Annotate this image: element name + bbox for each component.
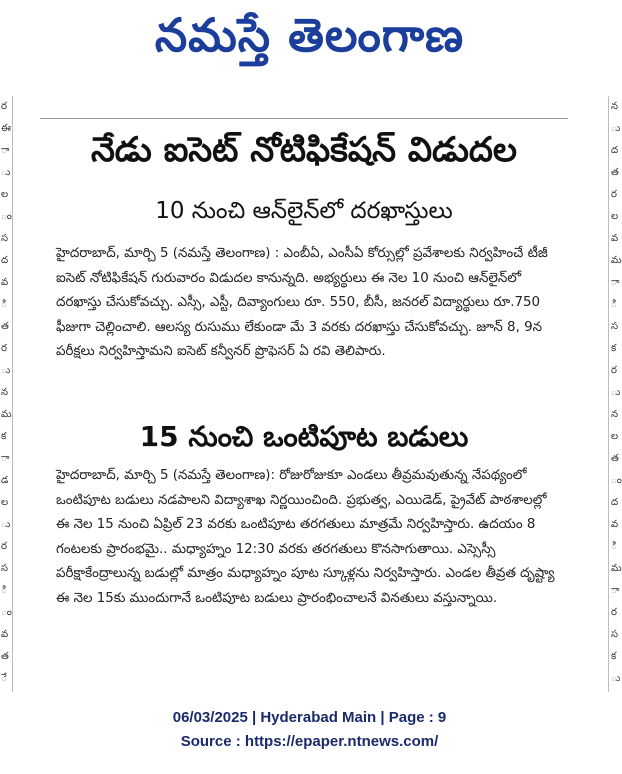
masthead [0,0,619,92]
footer-date-edition: 06/03/2025 | Hyderabad Main | Page : 9 [172,709,447,726]
adjacent-column-left: ర ఈ ా ు ల ం స ద వ ి త ర ు న మ క ా డ ల ు ర స ి ం వ త ే [0,96,13,692]
masthead-logo: నమస్తే తెలంగాణ [154,8,465,62]
second-headline: 15 నుంచి ఒంటిపూట బడులు [139,420,469,453]
news-clipping [0,96,622,692]
headline: నేడు ఐసెట్ నోటిఫికేషన్ విడుదల [90,130,518,170]
article-body: హైదరాబాద్, మార్చి 5 (నమస్తే తెలంగాణ) : ఎంబీఏ, ఎంసీఏ కోర్సుల్లో ప్రవేశాలకు నిర్వహించే టీజీ ఐసెట్ నోటిఫికేషన్ గురువారం విడుదల కానున్నది. అభ్యర్థులు ఈ నెల 10 నుంచి ఆన్‌లైన్‌లో దరఖాస్తు చేసుకోవచ్చు. ఎస్సీ, ఎస్టీ, దివ్యాంగులు రూ. 550, బీసీ, జనరల్ విద్యార్థులు రూ.750 ఫీజుగా చెల్లించాలి. ఆలస్య రుసుము లేకుండా మే 3 వరకు దరఖాస్తు చేసుకోవచ్చు. జూన్ 8, 9న పరీక్షలు నిర్వహిస్తామని ఐసెట్ కన్వీనర్ ప్రొఫెసర్ ఏ రవి తెలిపారు. [56,246,548,360]
top-rule [40,118,568,119]
second-article-body: హైదరాబాద్, మార్చి 5 (నమస్తే తెలంగాణ): రోజురోజుకూ ఎండలు తీవ్రమవుతున్న నేపథ్యంలో ఒంటిపూట బడులు నడపాలని విద్యాశాఖ నిర్ణయించింది. ప్రభుత్వ, ఎయిడెడ్, ప్రైవేట్ పాఠశాలల్లో ఈ నెల 15 నుంచి ఏప్రిల్ 23 వరకు ఒంటిపూట తరగతులు మాత్రమే నిర్వహిస్తారు. ఉదయం 8 గంటలకు ప్రారంభమై.. మధ్యాహ్నం 12:30 వరకు తరగతులు కొనసాగుతాయి. ఎస్సెస్సీ పరీక్షాకేంద్రాలున్న బడుల్లో మాత్రం మధ్యాహ్నం పూట స్కూళ్లను నిర్వహిస్తారు. ఎండల తీవ్రత దృష్ట్యా ఈ నెల 15కు ముందుగానే ఒంటిపూట బడులు ప్రారంభించాలనే వినతులు వస్తున్నాయి. [56,468,555,606]
footer-source: Source : https://epaper.ntnews.com/ [180,733,439,750]
adjacent-column-right: న ు ద త ర ల వ మ ా ి స క ర ు న ల త ం ద వ ి మ ా ర స క ు [608,96,619,692]
subheadline: 10 నుంచి ఆన్‌లైన్‌లో దరఖాస్తులు [155,198,453,224]
footer [0,706,619,754]
